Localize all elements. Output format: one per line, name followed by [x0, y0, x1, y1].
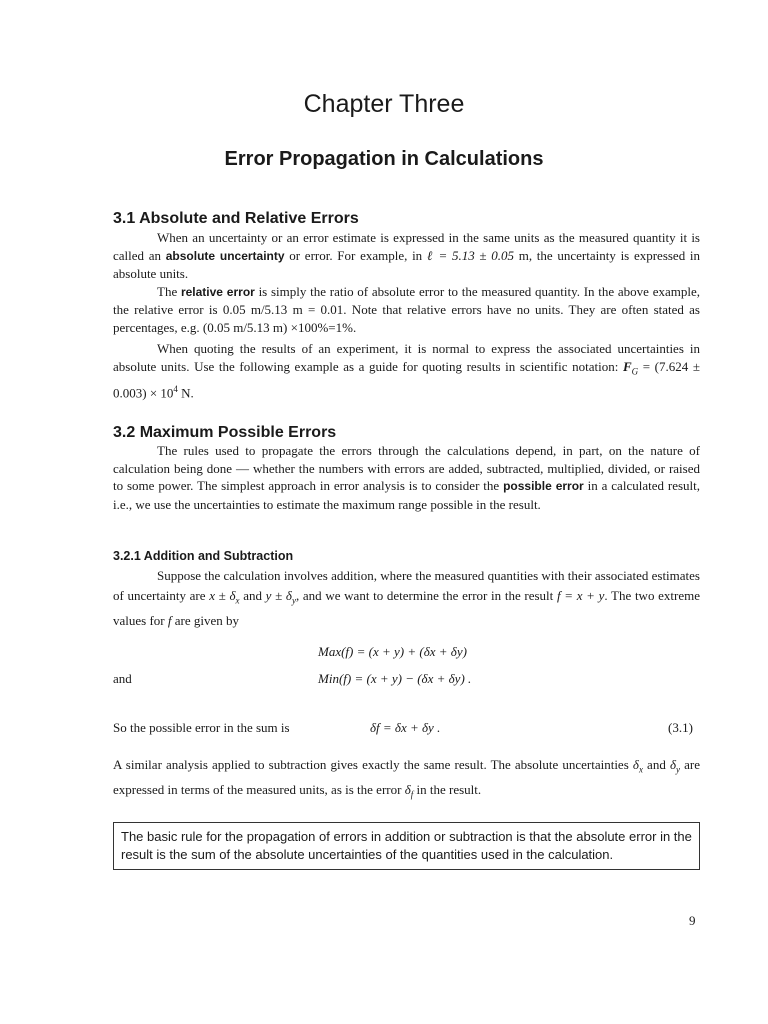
section-3-2-body [113, 442, 700, 513]
equation-max: Max(f) = (x + y) + (δx + δy) [318, 644, 467, 659]
term-absolute-uncertainty: absolute uncertainty [165, 248, 285, 263]
rule-box: The basic rule for the propagation of errors in addition or subtraction is that the absolute error in the result is the sum of the absolute uncertainties of the quantities used in the calculation. [113, 822, 700, 870]
chapter-title: Error Propagation in Calculations [224, 148, 544, 170]
paragraph-scientific-notation: When quoting the results of an experiment, it is normal to express the associated uncertainties in absolute units. Use the following example as a guide for quoting results in scientific notation: $F_G = (7.624 \pm 0.003) \times 10^4$ N. [113, 341, 700, 400]
equation-sum-error: δf = δx + δy . [370, 720, 441, 735]
section-3-2-1-heading: 3.2.1 Addition and Subtraction [113, 549, 294, 563]
term-possible-error: possible error [503, 479, 584, 493]
paragraph-subtraction: A similar analysis applied to subtraction gives exactly the same result. The absolute uncertainties $\delta_x$ and $\delta_y$ are expressed in terms of the measured units, as is the error $\delta_f$ in the result. [113, 757, 700, 800]
inline-equation-relative-error: 0.05 m/5.13 m = 0.01 [222, 302, 344, 317]
paragraph-absolute-uncertainty: When an uncertainty or an error estimate is expressed in the same units as the measured quantity it is called an absolute uncertainty or error. For example, in ℓ = 5.13 ± 0.05 m, the uncertainty is expressed in absolute units. [113, 230, 701, 281]
equation-number: (3.1) [668, 720, 693, 735]
inline-equation-sum: f = x + y [556, 588, 605, 603]
equation-min: Min(f) = (x + y) − (δx + δy) . [318, 671, 472, 686]
section-3-2-heading: 3.2 Maximum Possible Errors [113, 424, 337, 441]
paragraph-possible-errors: The rules used to propagate the errors through the calculations depend, in part, on the nature of calculation being done — whether the numbers with errors are added, subtracted, multiplied, divided, or raised to some power. The simplest approach in error analysis is to consider the possible error in a calculated result, i.e., we use the uncertainties to estimate the maximum range possible in the result. [113, 443, 700, 512]
section-3-1-body [113, 229, 700, 401]
inline-equation-force: = (7.624 ± 0.003) × 10 [113, 358, 700, 400]
inline-equation-length: ℓ = 5.13 ± 0.05 [426, 247, 515, 263]
symbol-force: F [622, 358, 632, 374]
paragraph-relative-error: The relative error is simply the ratio of absolute error to the measured quantity. In the above example, the relative error is 0.05 m/5.13 m = 0.01. Note that relative errors have no units. They are often stated as percentages, e.g. (0.05 m/5.13 m) ×100%=1%. [113, 283, 700, 335]
sum-error-label: So the possible error in the sum is [113, 720, 290, 735]
section-3-2-1-intro [113, 566, 700, 631]
inline-equation-percentage: (0.05 m/5.13 m) ×100%=1% [202, 319, 353, 335]
term-relative-error: relative error [180, 284, 255, 299]
paragraph-addition-setup: Suppose the calculation involves addition, where the measured quantities with their associated estimates of uncertainty are $x \pm \delta_x$ and $y \pm \delta_y$, and we want to determine the error in the result f = x + y. The two extreme values for f are given by [113, 568, 700, 628]
page-number: 9 [689, 913, 696, 928]
chapter-heading: Chapter Three [303, 90, 465, 118]
and-label: and [113, 671, 132, 686]
section-3-1-heading: 3.1 Absolute and Relative Errors [113, 210, 359, 227]
